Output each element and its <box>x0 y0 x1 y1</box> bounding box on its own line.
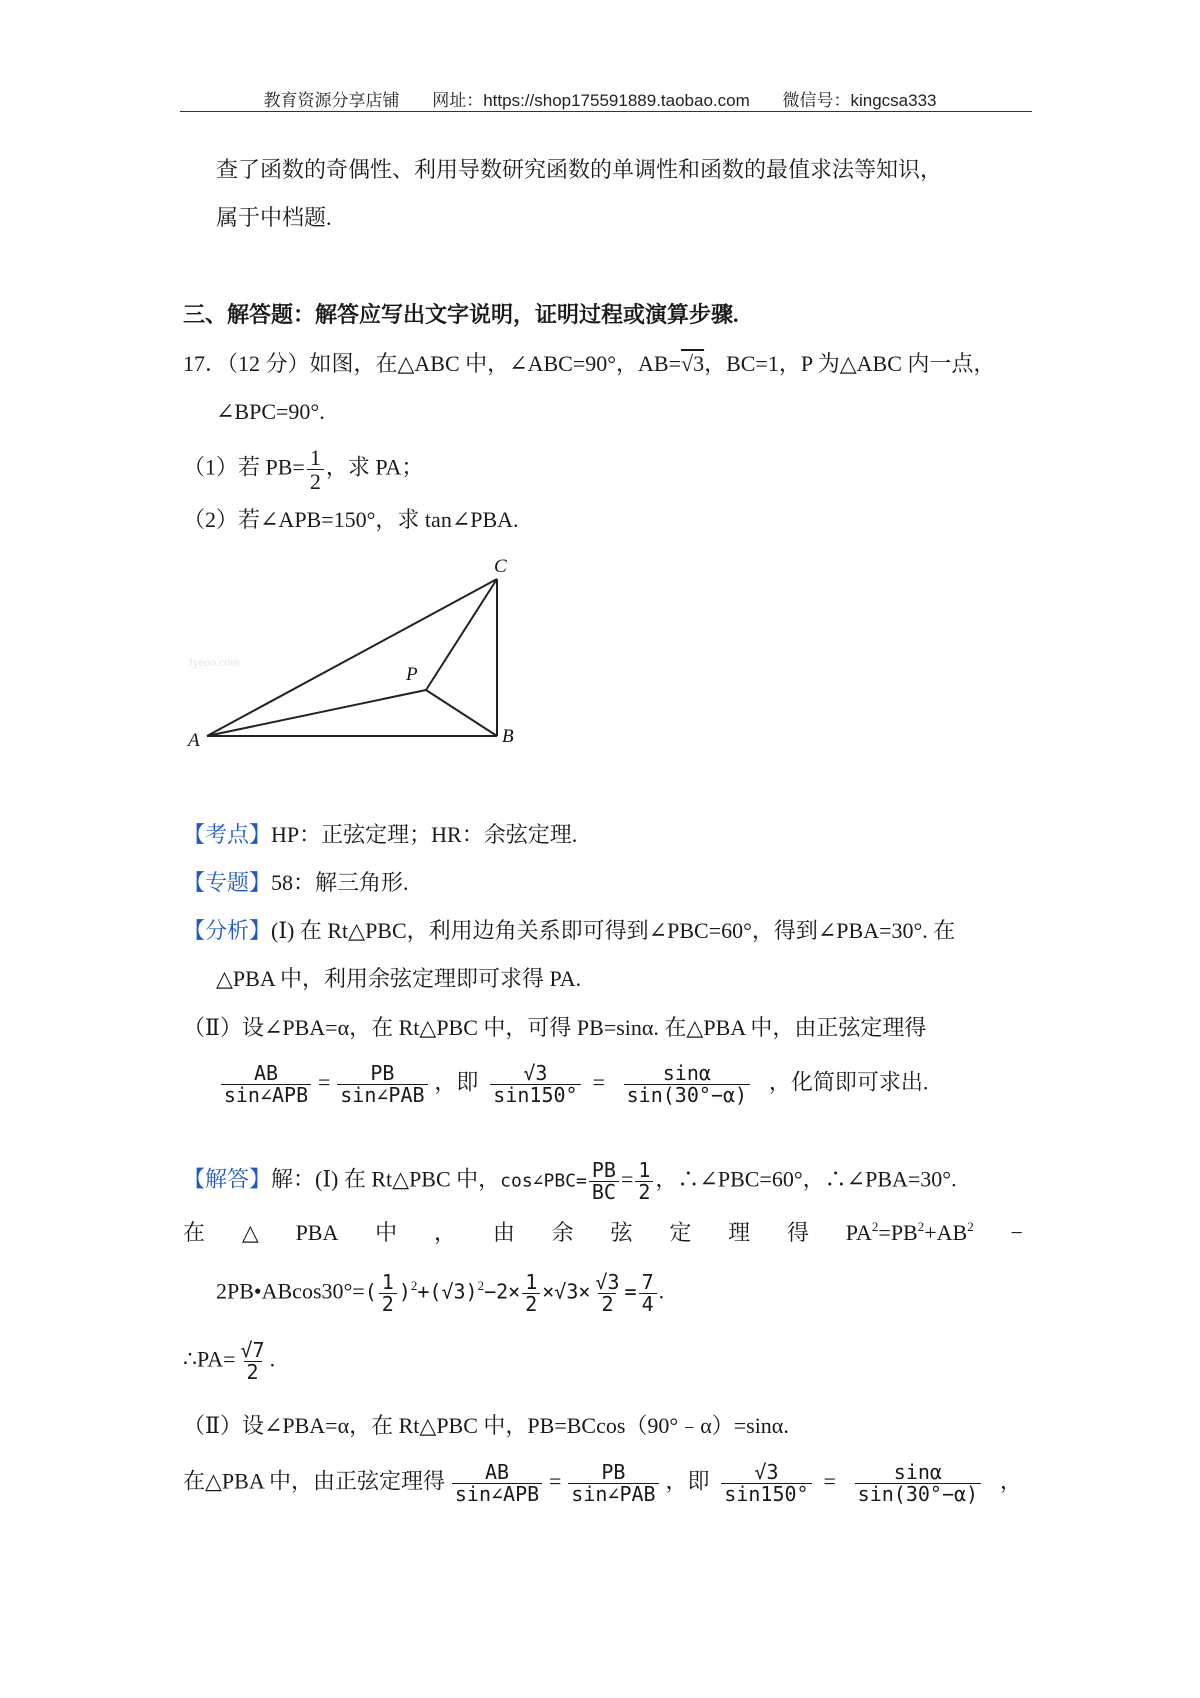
minus-2x: −2× <box>484 1279 521 1304</box>
header-site-label: 网址： <box>432 91 484 110</box>
l6-eq-2: = <box>823 1468 836 1494</box>
jieda-l2-w0: 在 <box>183 1220 206 1245</box>
jieda-l1-f1-den: BC <box>589 1181 619 1203</box>
l6-f2-num: PB <box>601 1460 626 1484</box>
sq-2: 2 <box>917 1219 925 1234</box>
jieda-l1-a: 解：(Ⅰ) 在 Rt△PBC 中， <box>271 1166 501 1192</box>
fenxi-f3-num: √3 <box>523 1061 548 1085</box>
half-1-num: 1 <box>381 1270 394 1294</box>
pa-num: √7 <box>240 1338 265 1362</box>
jieda-l2-w8: 定 <box>669 1220 692 1245</box>
q1-a: （1）若 PB= <box>183 454 305 480</box>
label-a: A <box>188 730 200 751</box>
label-c: C <box>494 556 507 577</box>
watermark-mark: Jyeoo.com <box>188 655 240 669</box>
half-1 <box>379 1272 397 1315</box>
jieda-line-3 <box>216 1272 664 1315</box>
sq-3: 2 <box>967 1219 974 1234</box>
segment-pb <box>426 690 497 736</box>
jieda-l2-w3: 中 <box>375 1220 398 1245</box>
l3-eq: = <box>624 1279 637 1304</box>
fenxi-line-1 <box>183 916 955 946</box>
jieda-l2-minus: − <box>1010 1220 1023 1245</box>
label-p: P <box>406 664 418 685</box>
fenxi-mid: ，即 <box>434 1069 479 1095</box>
half-2-num: 1 <box>525 1270 538 1294</box>
jieda-line-1 <box>183 1160 957 1203</box>
l6-f1-den: sin∠APB <box>452 1483 542 1505</box>
jieda-line-5: （Ⅱ）设∠PBA=α，在 Rt△PBC 中，PB=BCcos（90°﹣α）=sinα. <box>183 1413 789 1438</box>
fenxi-f2-num: PB <box>370 1061 395 1085</box>
jieda-l6-end: ， <box>999 1468 1022 1494</box>
jieda-l6-a: 在△PBA 中，由正弦定理得 <box>183 1468 446 1494</box>
kaodian-line <box>183 820 577 850</box>
jieda-l4-b: . <box>269 1346 276 1372</box>
prev-line-2: 属于中档题. <box>216 205 332 230</box>
q1-b: ，求 PA； <box>325 454 424 480</box>
fenxi-eq-2: = <box>592 1069 605 1095</box>
problem-intro-a: 17．（12 分）如图，在△ABC 中，∠ABC=90°，AB= <box>183 351 681 376</box>
l6-eq-1: = <box>549 1468 562 1494</box>
prev-line-1: 查了函数的奇偶性、利用导数研究函数的单调性和函数的最值求法等知识， <box>216 157 943 182</box>
fenxi-f4-num: sinα <box>662 1061 711 1085</box>
jieda-l6-mid: ，即 <box>665 1468 710 1494</box>
fenxi-f3-den: sin150° <box>490 1084 580 1106</box>
pa-den: 2 <box>244 1361 262 1383</box>
s-den: 4 <box>639 1293 657 1315</box>
fenxi-frac-1 <box>216 1063 316 1106</box>
fenxi-f1-den: sin∠APB <box>221 1084 311 1106</box>
l6-f4-den: sin(30°−α) <box>855 1483 981 1505</box>
jieda-tag: 【解答】 <box>183 1166 272 1192</box>
q1-den: 2 <box>307 469 324 493</box>
fenxi-line-2: △PBA 中，利用余弦定理即可求得 PA. <box>216 966 582 991</box>
fenxi-frac-4 <box>607 1063 767 1106</box>
jieda-l1-frac-2 <box>635 1160 653 1203</box>
problem-intro-b: ，BC=1，P 为△ABC 内一点， <box>704 351 996 376</box>
fenxi-frac-2 <box>332 1063 432 1106</box>
l6-frac-4 <box>838 1462 998 1505</box>
ab-term: +AB <box>924 1220 968 1245</box>
fenxi-tag: 【分析】 <box>183 918 272 943</box>
ab-value: √3 <box>681 351 705 376</box>
jieda-l4-a: ∴PA= <box>183 1346 236 1372</box>
jieda-l1-f2-num: 1 <box>638 1158 651 1182</box>
pa-fraction <box>238 1340 268 1383</box>
jieda-l2-formula <box>846 1218 974 1251</box>
half-2-den: 2 <box>522 1293 540 1315</box>
l3-dot: . <box>658 1278 665 1304</box>
header-wechat-id: kingcsa333 <box>850 91 937 110</box>
zhuanti-line <box>183 868 409 898</box>
jieda-l2-w1: △ <box>241 1220 259 1245</box>
question-2: （2）若∠APB=150°，求 tan∠PBA. <box>183 507 519 532</box>
jieda-line-2 <box>183 1218 1023 1251</box>
kaodian-tag: 【考点】 <box>183 822 272 847</box>
l6-frac-2 <box>563 1462 663 1505</box>
jieda-l2-w9: 理 <box>728 1220 751 1245</box>
jieda-l2-w4: ， <box>434 1220 457 1245</box>
fenxi-text-1: (Ⅰ) 在 Rt△PBC，利用边角关系即可得到∠PBC=60°，得到∠PBA=30°. 在 <box>271 918 956 943</box>
header-site <box>432 91 750 110</box>
sq-4: 2 <box>410 1277 418 1293</box>
lparen: ( <box>364 1279 377 1304</box>
problem-intro <box>183 349 995 379</box>
q1-fraction <box>307 446 324 493</box>
l6-f1-num: AB <box>484 1460 510 1484</box>
sq-1: 2 <box>871 1219 879 1234</box>
r3-num: √3 <box>595 1270 620 1294</box>
zhuanti-tag: 【专题】 <box>183 870 272 895</box>
segment-ap <box>207 690 426 736</box>
half-2 <box>522 1272 540 1315</box>
plus-r3: +(√3) <box>417 1279 478 1304</box>
s-num: 7 <box>641 1270 654 1294</box>
segment-pc <box>426 579 497 690</box>
fenxi-end: ，化简即可求出. <box>768 1069 929 1095</box>
section-title: 三、解答题：解答应写出文字说明，证明过程或演算步骤. <box>183 302 739 327</box>
r3-den: 2 <box>598 1293 616 1315</box>
question-1 <box>183 446 423 493</box>
l6-f2-den: sin∠PAB <box>568 1483 658 1505</box>
fenxi-f1-num: AB <box>253 1061 279 1085</box>
header-wechat <box>783 91 937 110</box>
l6-frac-3 <box>711 1462 821 1505</box>
jieda-l2-w10: 得 <box>786 1220 809 1245</box>
jieda-l1-f2-den: 2 <box>635 1181 653 1203</box>
jieda-line-6 <box>183 1462 1022 1505</box>
jieda-l2-w6: 余 <box>551 1220 574 1245</box>
jieda-l1-eq: = <box>620 1166 634 1192</box>
jieda-l2-w5: 由 <box>492 1220 515 1245</box>
jieda-l1-frac-1 <box>589 1160 619 1203</box>
fenxi-f2-den: sin∠PAB <box>337 1084 427 1106</box>
page-header <box>0 86 1200 111</box>
problem-line-2: ∠BPC=90°. <box>216 399 325 424</box>
side-ac <box>207 579 497 736</box>
header-shop: 教育资源分享店铺 <box>263 91 400 110</box>
seven-fourths <box>639 1272 657 1315</box>
jieda-line-4 <box>183 1340 275 1383</box>
zhuanti-text: 58：解三角形. <box>271 870 409 895</box>
label-b: B <box>502 726 514 747</box>
jieda-l2-w2: PBA <box>295 1220 339 1245</box>
pb-term: =PB <box>878 1220 918 1245</box>
l6-f3-den: sin150° <box>721 1483 811 1505</box>
r3-over-2 <box>592 1272 622 1315</box>
jieda-l3-a: 2PB•ABcos30°= <box>216 1278 365 1304</box>
fenxi-formula <box>214 1063 928 1106</box>
jieda-l1-f1-num: PB <box>591 1158 616 1182</box>
kaodian-text: HP：正弦定理；HR：余弦定理. <box>271 822 578 847</box>
pa-term: PA <box>845 1220 872 1245</box>
q1-num: 1 <box>309 445 321 470</box>
l6-frac-1 <box>447 1462 547 1505</box>
fenxi-frac-3 <box>480 1063 590 1106</box>
rparen: ) <box>398 1279 411 1304</box>
l6-f4-num: sinα <box>893 1460 942 1484</box>
l6-f3-num: √3 <box>754 1460 779 1484</box>
jieda-l1-b: ，∴∠PBC=60°，∴∠PBA=30°. <box>655 1166 957 1192</box>
fenxi-f4-den: sin(30°−α) <box>624 1084 750 1106</box>
header-wechat-label: 微信号： <box>782 91 851 110</box>
header-site-url: https://shop175591889.taobao.com <box>483 91 750 110</box>
fenxi-eq: = <box>318 1069 331 1095</box>
times-r3: ×√3× <box>542 1279 591 1304</box>
half-1-den: 2 <box>379 1293 397 1315</box>
jieda-l2-w7: 弦 <box>610 1220 633 1245</box>
fenxi-line-3: （Ⅱ）设∠PBA=α，在 Rt△PBC 中，可得 PB=sinα. 在△PBA 中，由正弦定理得 <box>183 1015 927 1040</box>
sq-5: 2 <box>477 1277 485 1293</box>
triangle-figure <box>180 548 540 760</box>
header-rule <box>180 111 1032 112</box>
jieda-cos: cos∠PBC= <box>500 1170 587 1192</box>
